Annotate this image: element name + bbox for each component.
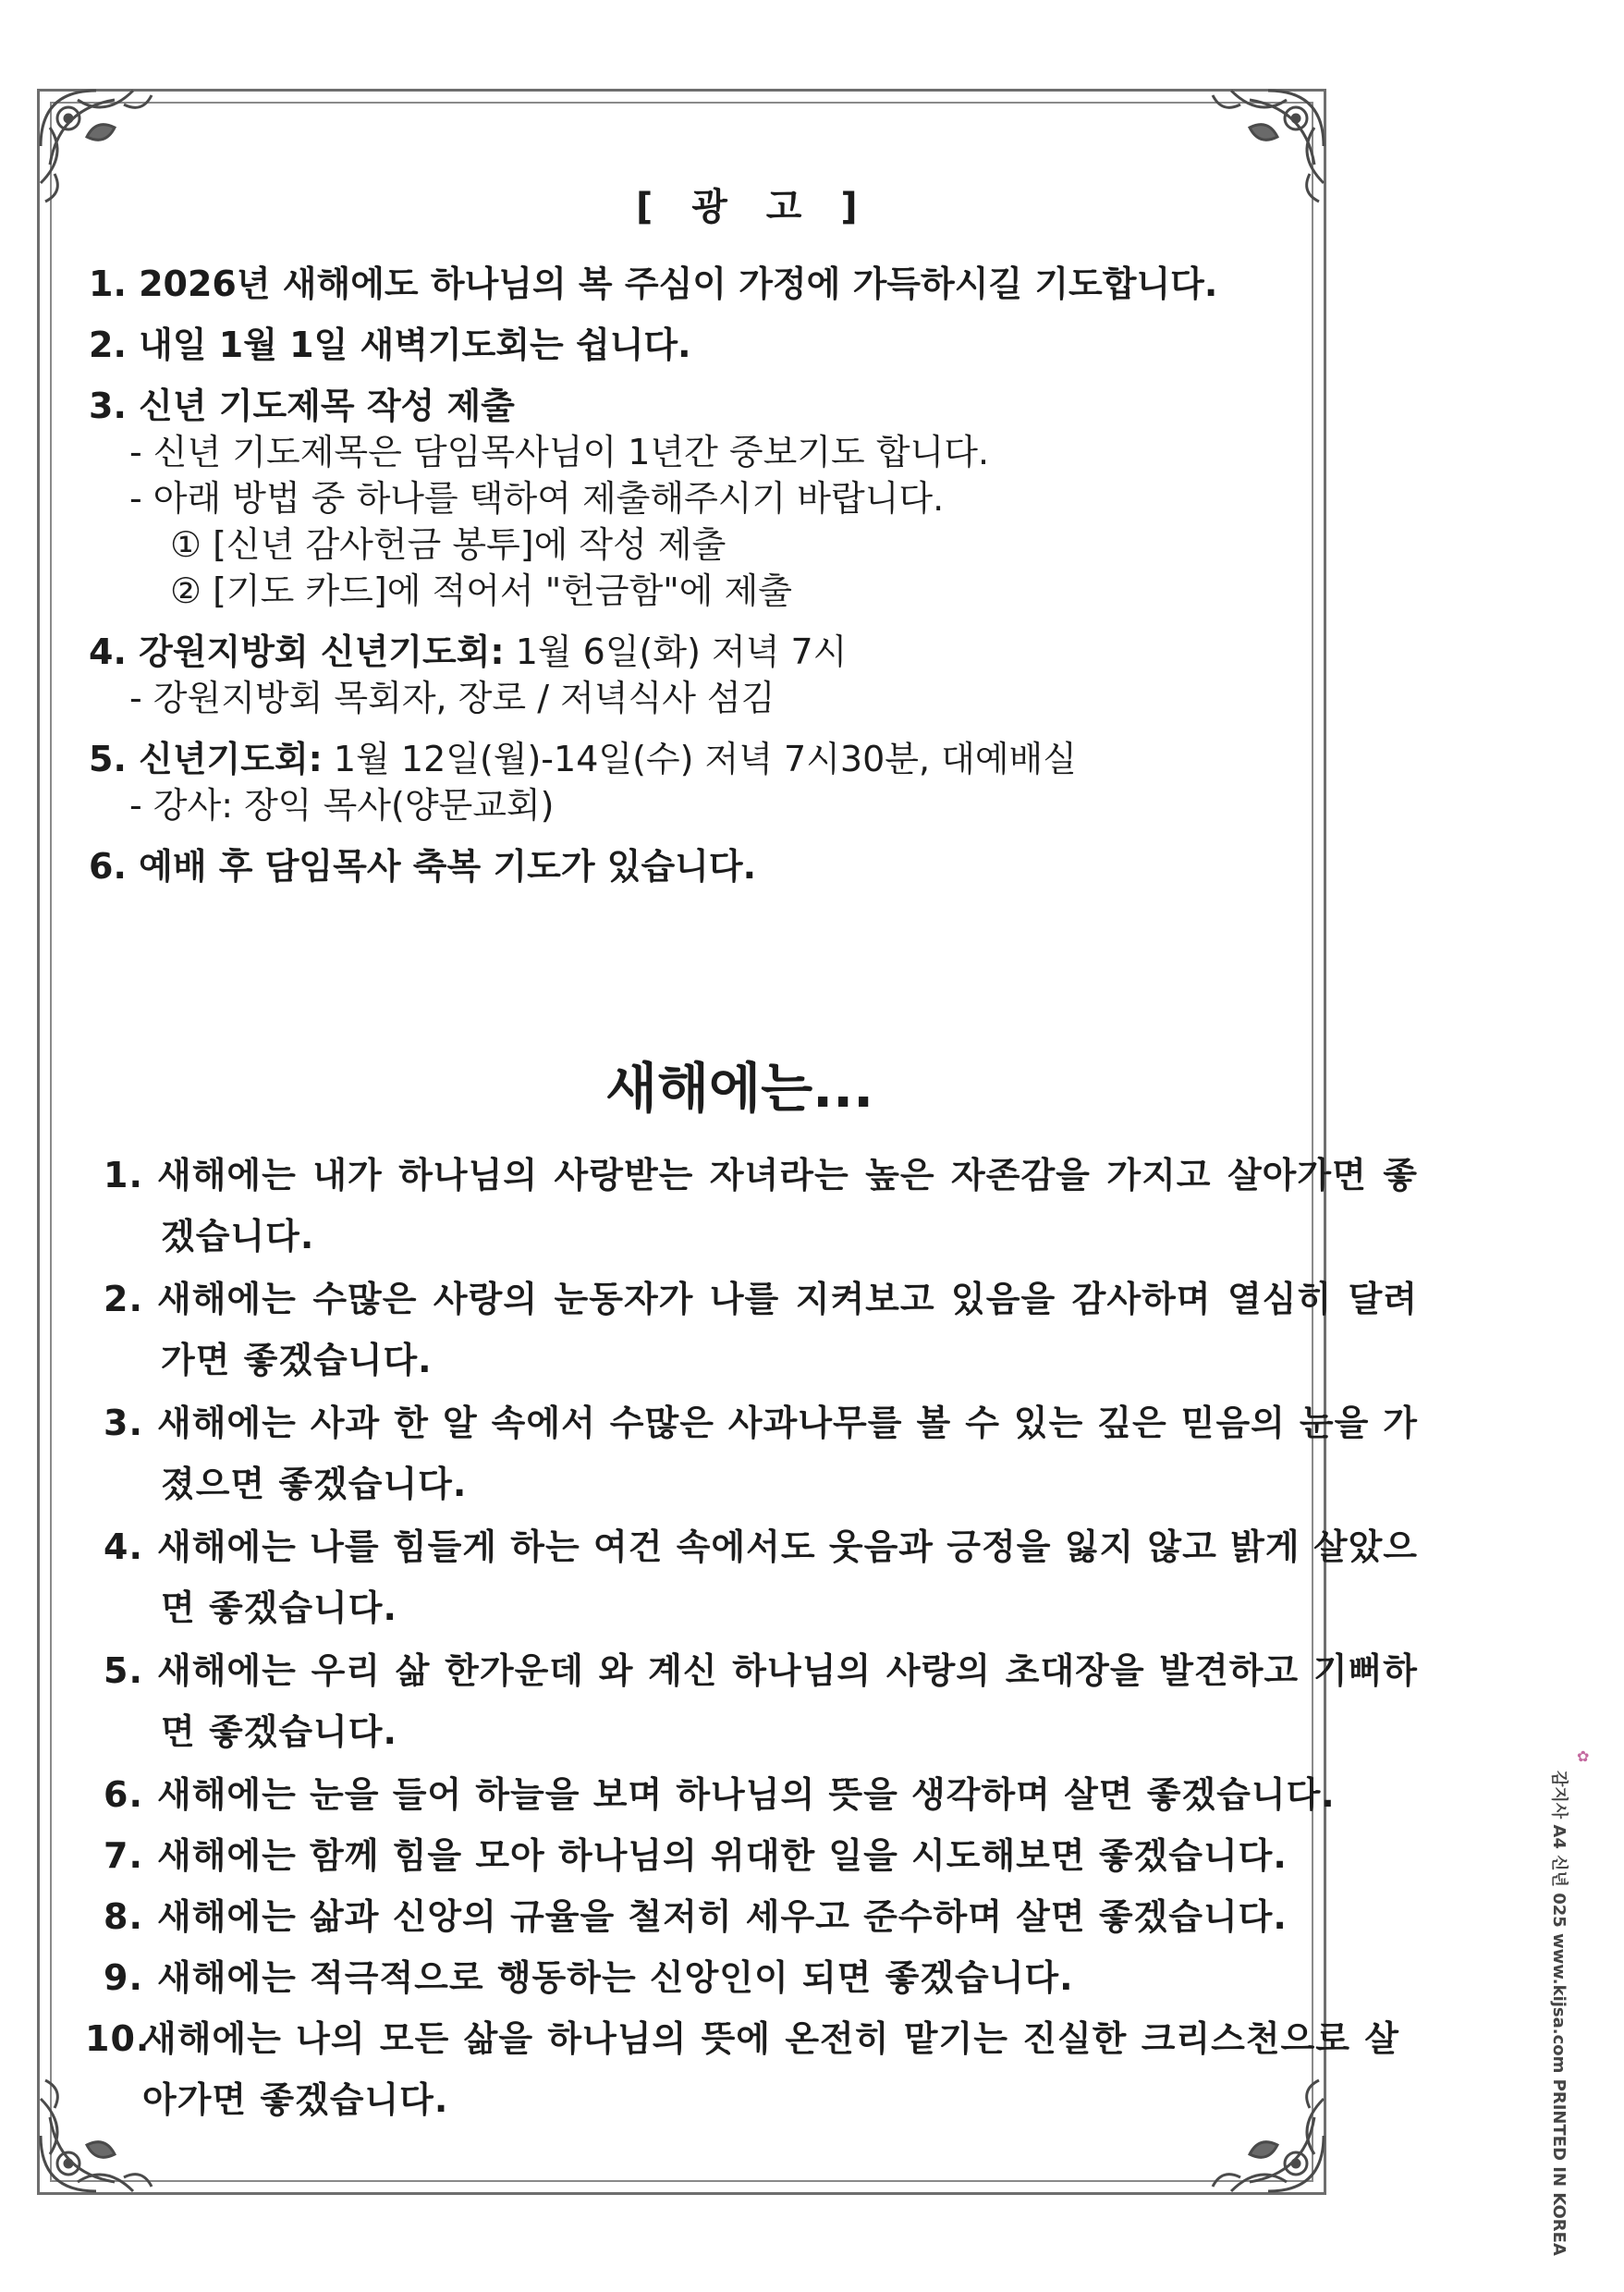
announcement-text [89,629,1290,675]
new-year-item [104,1825,1436,1886]
item-text: 새해에는 나의 모든 삶을 하나님의 뜻에 온전히 맡기는 진실한 크리스천으로 살아가면 좋겠습니다. [142,2018,1399,2120]
item-number: 3. [104,1403,143,1443]
item-text: 새해에는 수많은 사랑의 눈동자가 나를 지켜보고 있음을 감사하며 열심히 달려가면 좋겠습니다. [157,1279,1418,1380]
announcement-text: 2. 내일 1월 1일 새벽기도회는 쉽니다. [89,325,691,365]
announcement-item [89,736,1290,828]
new-year-item [104,1947,1436,2008]
announcement-option: ① [신년 감사헌금 봉투]에 작성 제출 [170,524,727,565]
announcement-subtext: - 신년 기도제목은 담임목사님이 1년간 중보기도 합니다. [129,432,990,472]
new-year-list [85,1145,1418,2132]
announcement-text [89,736,1290,782]
announcements-title: [ 광 고 ] [636,186,871,228]
new-year-title: 새해에는... [605,1057,874,1120]
item-text: 새해에는 함께 힘을 모아 하나님의 위대한 일을 시도해보면 좋겠습니다. [157,1835,1288,1876]
item-number: 5. [104,1650,143,1691]
item-text: 새해에는 적극적으로 행동하는 신앙인이 되면 좋겠습니다. [157,1957,1074,1998]
item-number: 8. [104,1896,143,1937]
announcement-subtext: - 아래 방법 중 하나를 택하여 제출해주시기 바랍니다. [129,478,945,519]
new-year-item [104,1392,1418,1514]
announcement-heading: 4. 강원지방회 신년기도회: [89,631,505,672]
announcement-detail: 1월 12일(월)-14일(수) 저녁 7시30분, 대예배실 [322,739,1077,779]
item-text: 새해에는 우리 삶 한가운데 와 계신 하나님의 사랑의 초대장을 발견하고 기뻐하면 좋겠습니다. [157,1650,1418,1752]
item-number: 4. [104,1526,143,1567]
item-text: 새해에는 나를 힘들게 하는 여건 속에서도 웃음과 긍정을 잃지 않고 밝게 살았으면 좋겠습니다. [157,1526,1418,1628]
item-number: 10. [85,2018,151,2059]
announcement-text: 6. 예배 후 담임목사 축복 기도가 있습니다. [89,846,757,887]
item-number: 9. [104,1957,143,1998]
item-text: 새해에는 눈을 들어 하늘을 보며 하나님의 뜻을 생각하며 살면 좋겠습니다. [157,1774,1336,1815]
announcement-item [89,383,1290,614]
item-text: 새해에는 삶과 신앙의 규율을 철저히 세우고 준수하며 살면 좋겠습니다. [157,1896,1288,1937]
printer-side-text: 감지사 A4 신년 025 www.kijsa.com PRINTED IN KOREA [1549,1771,1569,2256]
new-year-item [104,1516,1418,1638]
announcement-option: ② [기도 카드]에 적어서 "헌금함"에 제출 [170,570,792,611]
item-number: 6. [104,1774,143,1815]
announcement-heading: 5. 신년기도회: [89,739,323,779]
announcement-item [89,629,1290,721]
announcement-text: 1. 2026년 새해에도 하나님의 복 주심이 가정에 가득하시길 기도합니다. [89,264,1218,304]
printer-logo-icon: ✿ [1577,1747,1590,1765]
new-year-item [104,1640,1418,1762]
announcement-subtext: - 강원지방회 목회자, 장로 / 저녁식사 섬김 [129,678,775,718]
new-year-item [104,1764,1436,1825]
announcements-list [89,261,1290,904]
announcement-item [89,322,1290,368]
new-year-item [85,2008,1399,2130]
announcement-item [89,261,1290,307]
announcement-subtext: - 강사: 장익 목사(양문교회) [129,785,555,826]
item-number: 2. [104,1279,143,1319]
announcement-item [89,843,1290,889]
item-number: 7. [104,1835,143,1876]
new-year-item [104,1886,1436,1947]
new-year-item [104,1145,1418,1267]
item-text: 새해에는 사과 한 알 속에서 수많은 사과나무를 볼 수 있는 깊은 믿음의 눈을 가졌으면 좋겠습니다. [157,1403,1418,1504]
item-number: 1. [104,1155,143,1195]
announcement-detail: 1월 6일(화) 저녁 7시 [504,631,848,672]
item-text: 새해에는 내가 하나님의 사랑받는 자녀라는 높은 자존감을 가지고 살아가면 좋겠습니다. [157,1155,1418,1256]
new-year-item [104,1269,1418,1391]
announcement-text: 3. 신년 기도제목 작성 제출 [89,386,515,426]
